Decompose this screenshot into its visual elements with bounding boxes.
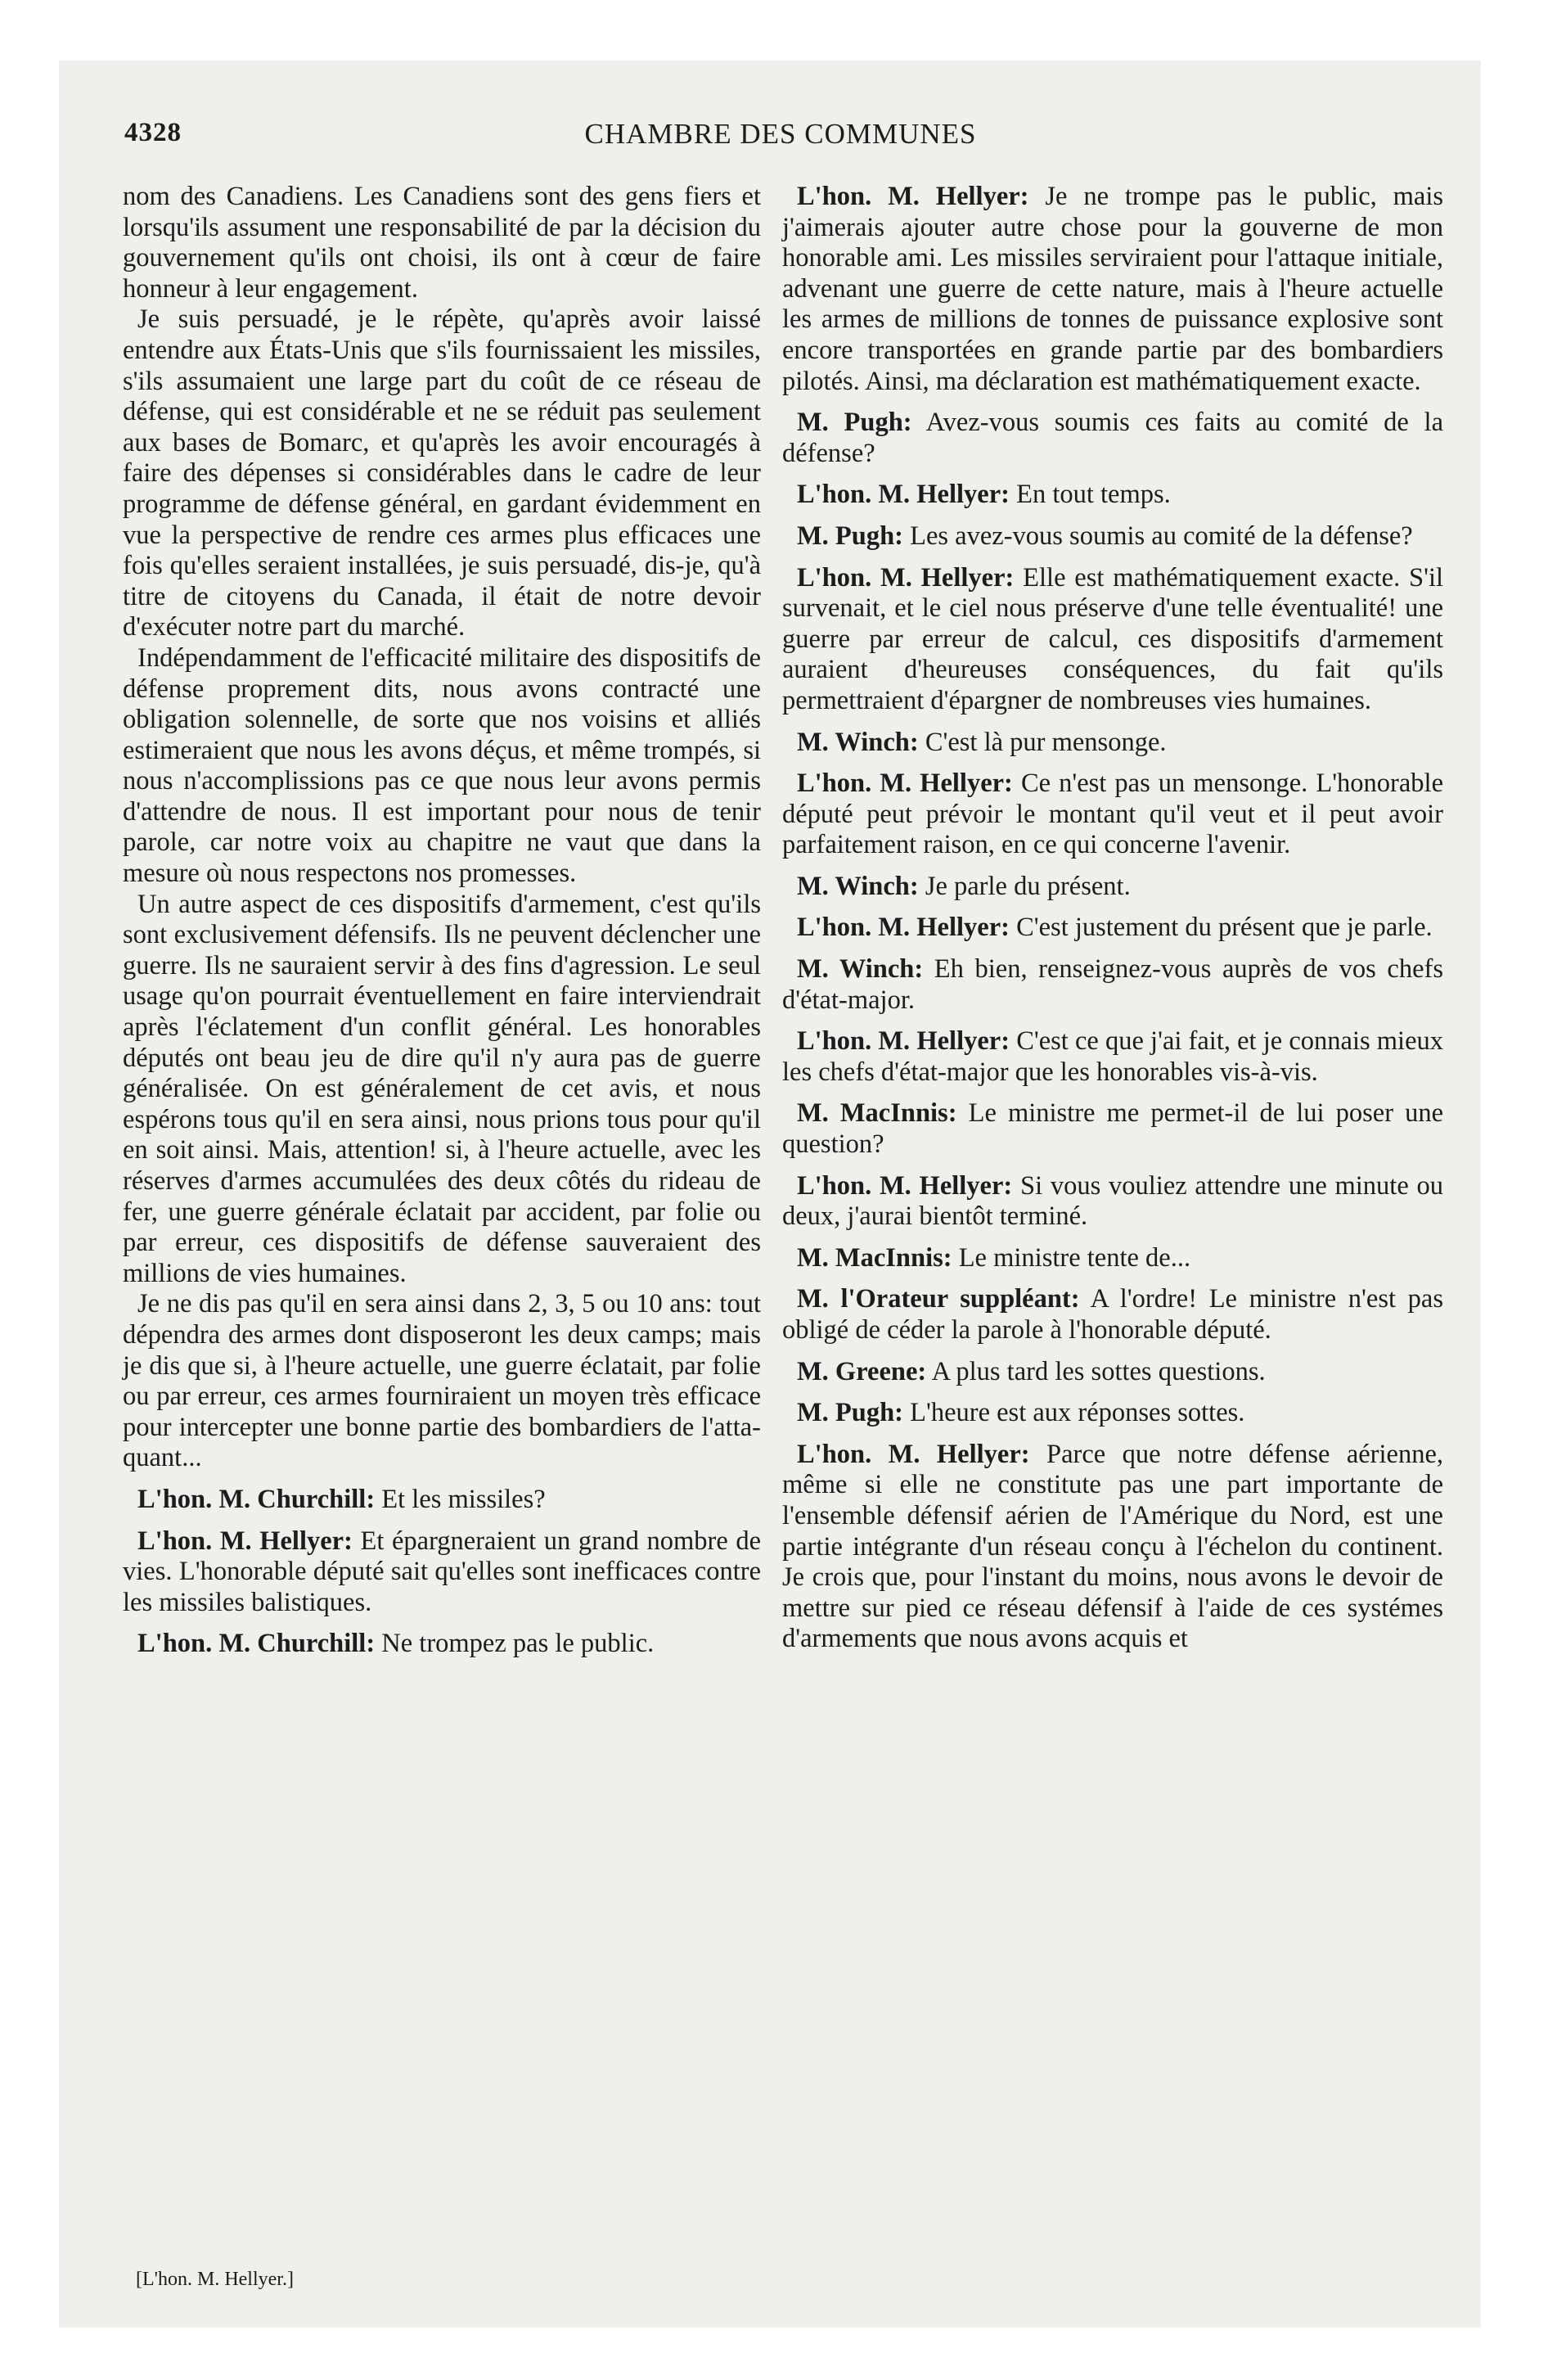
speech-text: A l'ordre! Le ministre n'est pas obligé de céder la parole à l'honorable député.	[782, 1284, 1443, 1345]
paragraph: Je suis persuadé, je le répète, qu'après avoir laissé entendre aux États-Unis que s'ils fournissaient les missiles, s'ils assumaient une large part du coût de ce réseau de défense, qui est considérable et ne se réduit pas seulement aux bases de Bomarc, et qu'après les avoir encouragés à faire des dépenses si considérables dans le cadre de leur programme de défense général, en gardant évidemment en vue la perspective de rendre ces armes plus efficaces une fois qu'elles seraient installées, je suis persuadé, dis-je, qu'à titre de citoyens du Canada, il était de notre devoir d'exécuter notre part du marché.	[123, 304, 761, 642]
paragraph: Je ne dis pas qu'il en sera ainsi dans 2, 3, 5 ou 10 ans: tout dépendra des armes dont disposeront les deux camps; mais je dis que si, à l'heure actuelle, une guerre éclatait, par folie ou par erreur, ces armes fourniraient un moyen très efficace pour intercepter une bonne partie des bombardiers de l'attaquant...	[123, 1289, 761, 1473]
speech	[782, 954, 1443, 1016]
speech	[782, 1026, 1443, 1088]
speech	[782, 1171, 1443, 1233]
speaker-name: M. Pugh:	[797, 521, 903, 551]
right-column	[782, 182, 1443, 1655]
speech-text: En tout temps.	[1016, 480, 1171, 510]
speech	[782, 182, 1443, 397]
speech	[782, 769, 1443, 861]
speech	[123, 1629, 761, 1660]
speech	[782, 872, 1443, 903]
speech-text: Et les missiles?	[381, 1484, 546, 1514]
speech	[782, 521, 1443, 552]
speaker-name: M. Winch:	[797, 871, 919, 901]
speech-text: Parce que notre défense aérienne, même si elle ne constitute pas une part importante de l'ensemble défensif aérien de l'Amérique du Nord, est une partie intégrante d'un réseau conçu à l'échelon du continent. Je crois que, pour l'instant du moins, nous avons le devoir de mettre sur pied ce réseau défensif à l'aide de ces systémes d'armements que nous avons acquis et	[782, 1439, 1444, 1654]
speaker-name: M. Pugh:	[797, 408, 912, 438]
speech-text: Ne trompez pas le public.	[381, 1629, 655, 1659]
speaker-name: L'hon. M. Hellyer:	[797, 1026, 1010, 1057]
speech-text: Le ministre tente de...	[958, 1242, 1191, 1273]
speech-text: C'est là pur mensonge.	[925, 727, 1167, 757]
speaker-name: M. l'Orateur suppléant:	[797, 1284, 1080, 1314]
running-head: CHAMBRE DES COMMUNES	[584, 118, 977, 150]
speech-text: Eh bien, renseignez-vous auprès de vos chefs d'état-major.	[782, 954, 1443, 1015]
speech-text: Les avez-vous soumis au comité de la défense?	[910, 521, 1413, 551]
speaker-name: L'hon. M. Hellyer:	[797, 913, 1010, 943]
speaker-name: M. Pugh:	[797, 1398, 903, 1428]
paragraph: Un autre aspect de ces dispositifs d'armement, c'est qu'ils sont exclusivement défensifs. Ils ne peuvent déclencher une guerre. Ils ne sauraient servir à des fins d'agression. Le seul usage qu'on pourrait éventuellement en faire interviendrait après l'éclatement d'un conflit général. Les honorables députés ont beau jeu de dire qu'il n'y aura pas de guerre généralisée. On est généralement de cet avis, et nous espérons tous qu'il en sera ainsi, nous prions tous pour qu'il en soit ainsi. Mais, attention! si, à l'heure actuelle, avec les réserves d'armes accumulées des deux côtés du rideau de fer, une guerre générale éclatait par accident, par folie ou par erreur, ces dispositifs de défense sauveraient des millions de vies humaines.	[123, 889, 761, 1288]
speech	[782, 1398, 1443, 1429]
speech-text: C'est justement du présent que je parle.	[1016, 913, 1433, 943]
speech-text: L'heure est aux réponses sottes.	[910, 1398, 1245, 1428]
speech	[123, 1485, 761, 1516]
speech	[782, 1243, 1443, 1274]
speech-text: C'est ce que j'ai fait, et je connais mieux les chefs d'état-major que les honorables vis-à-vis.	[782, 1026, 1444, 1087]
speech-text: Et épargneraient un grand nombre de vies. L'honorable député sait qu'elles sont inefficaces contre les missiles balistiques.	[123, 1526, 762, 1617]
speaker-name: L'hon. M. Hellyer:	[797, 1170, 1013, 1201]
speech	[782, 563, 1443, 717]
speaker-name: M. Winch:	[797, 954, 924, 985]
speech-text: Avez-vous soumis ces faits au comité de la défense?	[782, 408, 1443, 468]
speech-text: Elle est mathématiquement exacte. S'il survenait, et le ciel nous préserve d'une telle éventualité! une guerre par erreur de calcul, ces dispositifs d'armement auraient d'heureuses conséquences, du fait qu'ils permettraient d'épargner de nombreuses vies humaines.	[782, 562, 1444, 715]
speaker-name: L'hon. M. Hellyer:	[797, 182, 1029, 211]
speech	[782, 1357, 1443, 1388]
speech	[782, 480, 1443, 511]
page-number: 4328	[124, 118, 182, 147]
speaker-name: L'hon. M. Hellyer:	[797, 562, 1015, 593]
speaker-name: M. Winch:	[797, 727, 919, 757]
speech	[782, 1284, 1443, 1346]
speech-text: A plus tard les sottes questions.	[931, 1356, 1266, 1386]
speaker-name: M. Greene:	[797, 1356, 927, 1386]
footnote: [L'hon. M. Hellyer.]	[136, 2269, 294, 2290]
speech-text: Je ne trompe pas le public, mais j'aimerais ajouter autre chose pour la gouverne de mon honorable ami. Les missiles serviraient pour l'attaque initiale, advenant une guerre de cette nature, mais à l'heure actuelle les armes de millions de tonnes de puissance explosive sont encore transportées en grande partie par des bombardiers pilotés. Ainsi, ma déclaration est mathématiquement exacte.	[782, 182, 1444, 396]
speech-text: Ce n'est pas un mensonge. L'honorable député peut prévoir le montant qu'il veut et il peut avoir parfaitement raison, en ce qui concerne l'avenir.	[782, 769, 1444, 860]
speech	[123, 1526, 761, 1619]
speech-text: Si vous vouliez attendre une minute ou deux, j'aurai bientôt terminé.	[782, 1170, 1444, 1232]
left-column	[123, 182, 761, 1660]
speech	[782, 408, 1443, 469]
speech	[782, 913, 1443, 944]
paragraph: nom des Canadiens. Les Canadiens sont des gens fiers et lorsqu'ils assument une responsabilité de par la décision du gouvernement qu'ils ont choisi, ils ont à cœur de faire honneur à leur engagement.	[123, 182, 761, 304]
speaker-name: L'hon. M. Churchill:	[137, 1629, 376, 1659]
speaker-name: L'hon. M. Hellyer:	[797, 1439, 1030, 1469]
speech	[782, 728, 1443, 759]
speaker-name: L'hon. M. Hellyer:	[797, 480, 1010, 510]
speaker-name: M. MacInnis:	[797, 1098, 957, 1129]
speech	[782, 1440, 1443, 1655]
speech	[782, 1098, 1443, 1160]
speech-text: Je parle du présent.	[925, 871, 1131, 901]
speaker-name: L'hon. M. Hellyer:	[137, 1526, 353, 1556]
paragraph: Indépendamment de l'efficacité militaire des dispositifs de défense proprement dits, nous avons contracté une obligation solennelle, de sorte que nos voisins et alliés estimeraient que nous les avons déçus, et même trompés, si nous n'accomplissions pas ce que nous leur avons permis d'attendre de nous. Il est important pour nous de tenir parole, car notre voix au chapitre ne vaut que dans la mesure où nous respectons nos promesses.	[123, 642, 761, 889]
speaker-name: L'hon. M. Hellyer:	[797, 769, 1013, 799]
speaker-name: L'hon. M. Churchill:	[137, 1484, 376, 1514]
speaker-name: M. MacInnis:	[797, 1242, 952, 1273]
speech-text: Le ministre me permet-il de lui poser une question?	[782, 1098, 1444, 1160]
page-header	[124, 118, 1437, 154]
